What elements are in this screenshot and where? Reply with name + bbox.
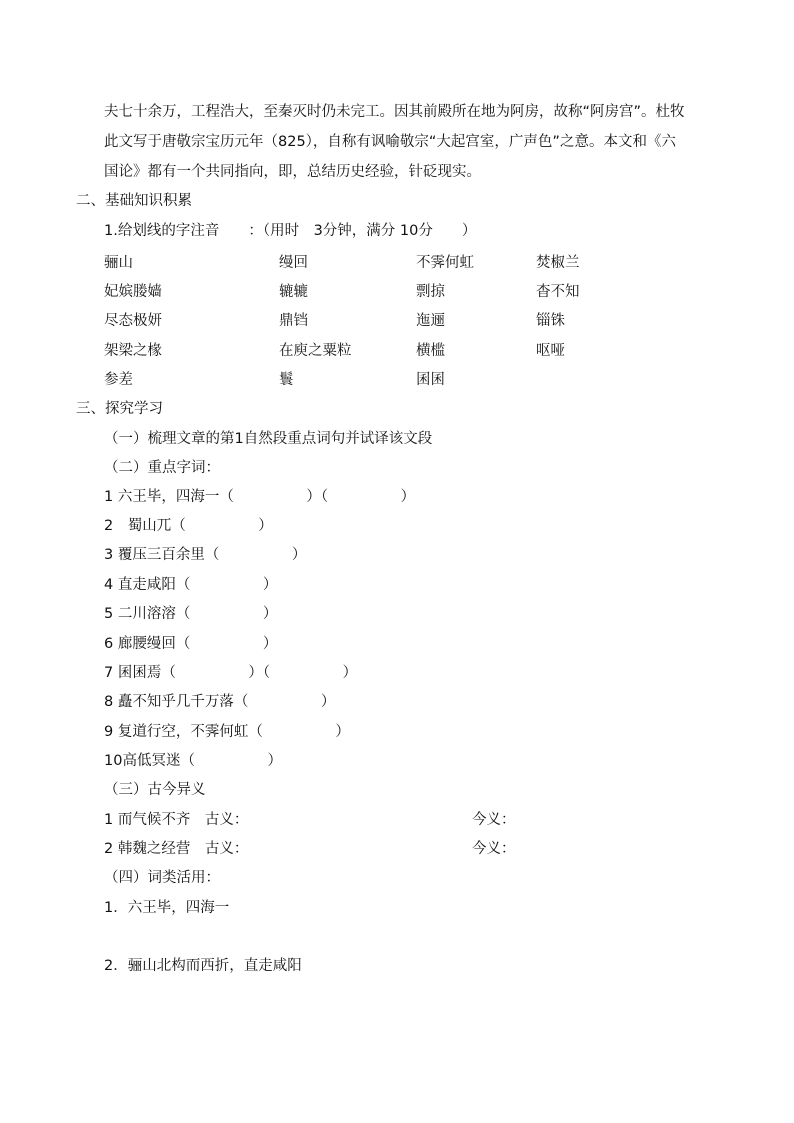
key-word-item: 3 覆压三百余里（ ） — [104, 547, 307, 563]
word: 剽掠 — [416, 284, 445, 300]
gujin-modern: 今义： — [472, 812, 516, 828]
huoyong-item: 2．骊山北构而西折，直走咸阳 — [104, 958, 302, 974]
key-word-item: 10高低冥迷（ ） — [104, 753, 282, 769]
word: 妃嫔媵嫱 — [104, 284, 162, 300]
key-word-item: 8 矗不知乎几千万落（ ） — [104, 694, 336, 710]
key-word-item: 2 蜀山兀（ ） — [104, 518, 273, 534]
word: 锱铢 — [536, 313, 565, 329]
part-heading-3: （三）古今异义 — [104, 782, 206, 798]
part-heading-4: （四）词类活用： — [104, 870, 220, 886]
key-word-item: 4 直走咸阳（ ） — [104, 577, 278, 593]
word: 囷囷 — [416, 372, 445, 388]
huoyong-item: 1．六王毕，四海一 — [104, 900, 230, 916]
word: 鬟 — [279, 372, 294, 388]
key-word-item: 6 廊腰缦回（ ） — [104, 636, 278, 652]
key-word-item: 7 囷囷焉（ ）（ ） — [104, 665, 358, 681]
word: 缦回 — [279, 255, 308, 271]
key-word-item: 9 复道行空，不霁何虹（ ） — [104, 724, 350, 740]
key-word-item: 1 六王毕，四海一（ ）（ ） — [104, 489, 416, 505]
word: 呕哑 — [536, 343, 565, 359]
word: 迤逦 — [416, 313, 445, 329]
word: 在庾之粟粒 — [279, 343, 352, 359]
intro-line-3: 国论》都有一个共同指向，即，总结历史经验，针砭现实。 — [104, 164, 481, 180]
word: 骊山 — [104, 255, 133, 271]
word: 参差 — [104, 372, 133, 388]
word: 尽态极妍 — [104, 313, 162, 329]
part-heading-1: （一）梳理文章的第1自然段重点词句并试译该文段 — [104, 431, 433, 447]
word: 杳不知 — [536, 284, 580, 300]
gujin-term: 2 韩魏之经营 古义： — [104, 841, 249, 857]
question-pinyin: 1.给划线的字注音 ：（用时 3分钟，满分 10分 ） — [104, 223, 477, 239]
word: 辘辘 — [279, 284, 308, 300]
section-heading-basics: 二、基础知识积累 — [76, 193, 192, 209]
word: 焚椒兰 — [536, 255, 580, 271]
intro-line-1: 夫七十余万，工程浩大，至秦灭时仍未完工。因其前殿所在地为阿房，故称“阿房宫”。杜牧 — [104, 104, 685, 120]
gujin-modern: 今义： — [472, 841, 516, 857]
intro-line-2: 此文写于唐敬宗宝历元年（825），自称有讽喻敬宗“大起宫室，广声色”之意。本文和《六 — [104, 134, 676, 150]
key-word-item: 5 二川溶溶（ ） — [104, 606, 278, 622]
part-heading-2: （二）重点字词： — [104, 460, 220, 476]
word: 架梁之椽 — [104, 343, 162, 359]
word: 不霁何虹 — [416, 255, 474, 271]
word: 横槛 — [416, 343, 445, 359]
word: 鼎铛 — [279, 313, 308, 329]
gujin-term: 1 而气候不齐 古义： — [104, 812, 249, 828]
section-heading-inquiry: 三、探究学习 — [76, 401, 163, 417]
